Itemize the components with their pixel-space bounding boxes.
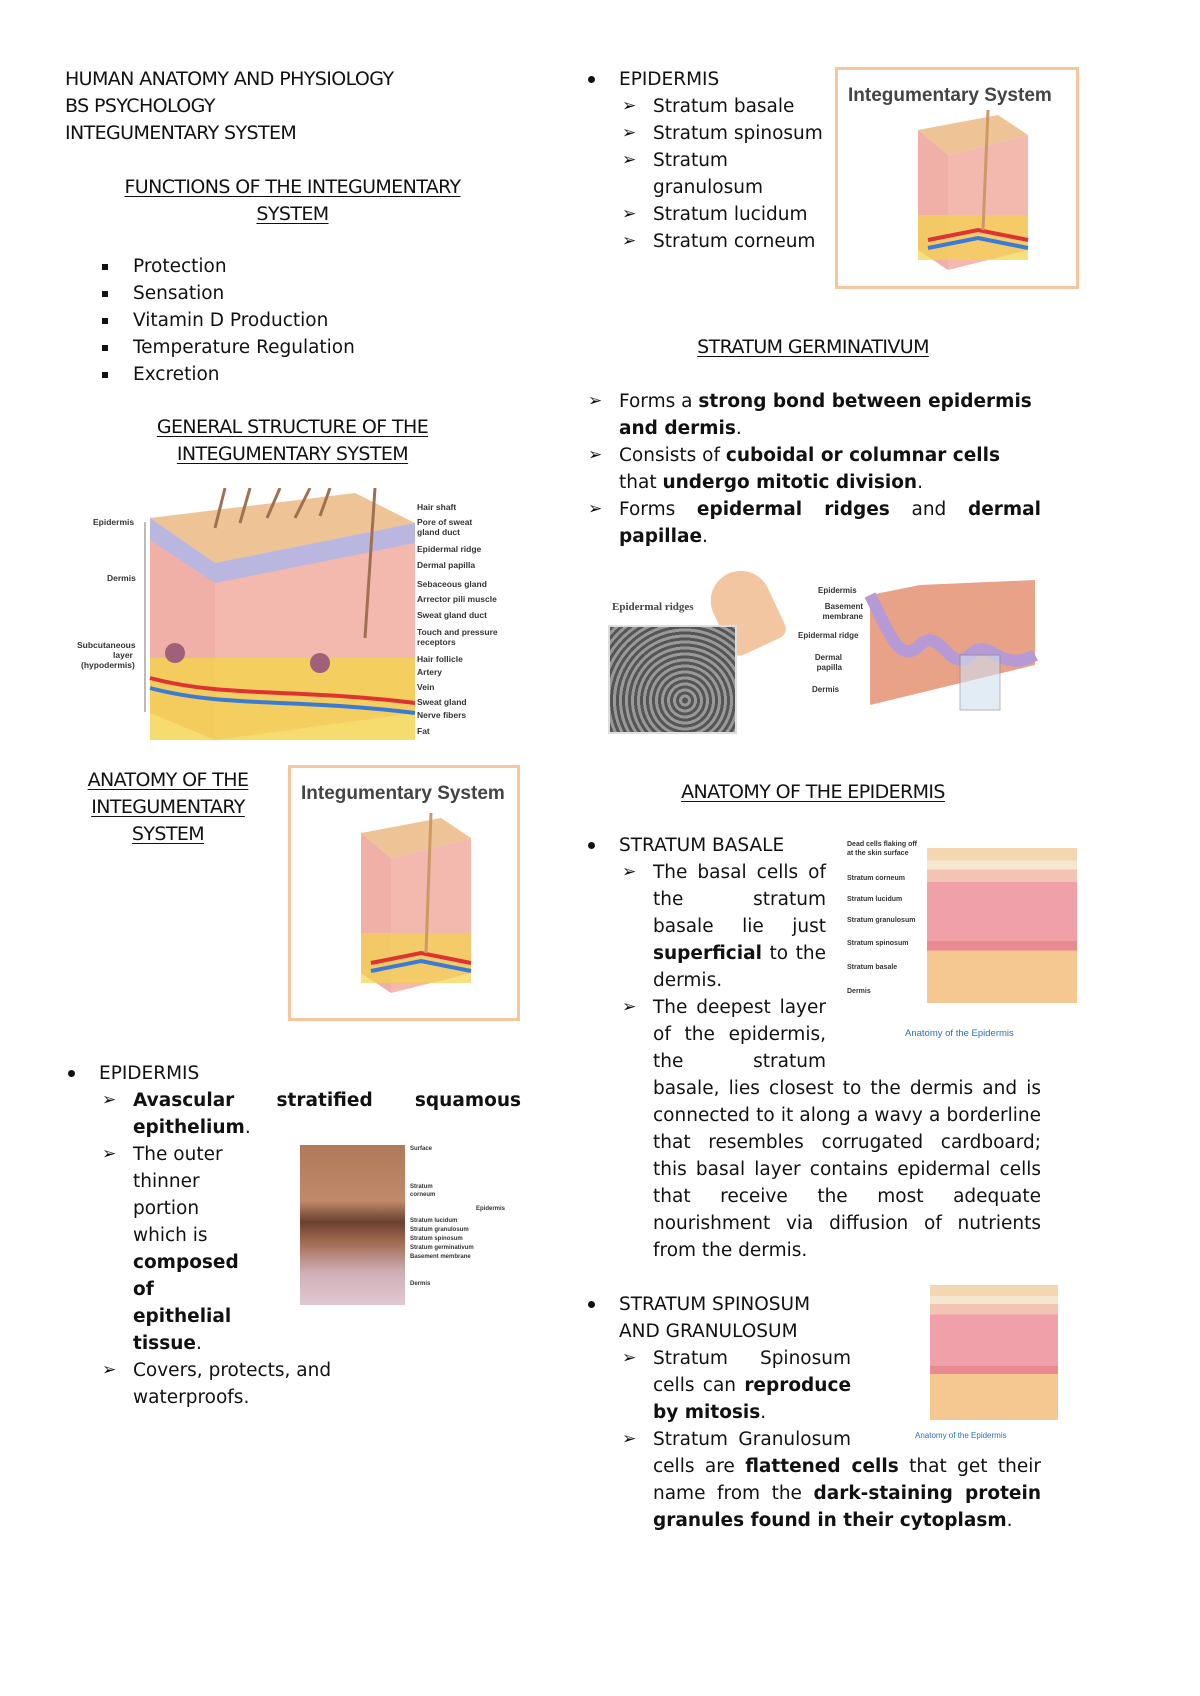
figure-label: Surface — [410, 1146, 433, 1152]
list-item: ➢ Stratum spinosum — [622, 123, 823, 144]
fingerprint-micrograph — [608, 625, 737, 734]
integumentary-system-figure — [835, 67, 1079, 289]
figure-title: Integumentary System — [848, 85, 1052, 106]
figure-label: Stratum corneum — [847, 875, 905, 882]
bold-text: strong bond between epidermis and dermis — [619, 391, 1032, 439]
list-item: ➢ Forms a strong bond between epidermis and dermis. — [588, 391, 1032, 439]
heading-line: SYSTEM — [131, 823, 205, 845]
ridge-illustration — [860, 575, 1040, 715]
item-text: . — [1006, 1510, 1013, 1531]
functions-heading-line: FUNCTIONS OF THE INTEGUMENTARY — [124, 176, 461, 198]
epidermis-micrograph-figure — [300, 1145, 506, 1305]
figure-caption: Anatomy of the Epidermis — [915, 1431, 1007, 1440]
list-item — [100, 361, 355, 388]
figure-label: Hair shaft — [417, 502, 457, 512]
bullet-title — [585, 66, 825, 93]
figure-label: Stratum spinosum — [847, 940, 909, 947]
item-text: . — [917, 472, 923, 493]
list-item — [100, 253, 355, 280]
general-structure-heading — [65, 414, 520, 468]
header-program: BS PSYCHOLOGY — [65, 95, 215, 117]
heading-line: INTEGUMENTARY SYSTEM — [176, 443, 409, 465]
figure-label: Pore of sweat — [417, 517, 473, 527]
bold-text: epidermal ridges — [696, 499, 890, 520]
figure-label: Basement membrane — [410, 1254, 471, 1260]
functions-heading — [65, 174, 520, 228]
header-topic: INTEGUMENTARY SYSTEM — [65, 122, 297, 144]
bullet-title — [65, 1060, 521, 1087]
bold-text: undergo mitotic division — [662, 472, 918, 493]
figure-label: Dermis — [107, 573, 136, 583]
bold-text: superficial — [653, 943, 762, 964]
stratum-spinosum-section — [585, 1291, 1041, 1534]
list-item: ➢ Avascular stratified squamous epithelium. — [65, 1087, 521, 1141]
figure-label: Stratum lucidum — [847, 896, 903, 903]
section-title: EPIDERMIS — [619, 69, 720, 90]
list-item: ➢ Consists of cuboidal or columnar cells that undergo mitotic division. — [588, 445, 1000, 493]
item-text: The basal cells of the stratum basale lie just — [653, 862, 826, 937]
functions-heading-line: SYSTEM — [256, 203, 329, 225]
item-text: Vitamin D Production — [133, 310, 329, 331]
item-text: Stratum Spinosum cells can — [653, 1348, 851, 1396]
figure-label: Artery — [417, 667, 443, 677]
figure-label: Sebaceous gland — [417, 579, 487, 589]
figure-label: Hair follicle — [417, 654, 463, 664]
figure-label: Sweat gland duct — [417, 610, 487, 620]
document-header — [65, 66, 393, 147]
list-item: ➢ The outer thinner portion which is composed of epithelial tissue. — [102, 1144, 239, 1354]
item-text: Sensation — [133, 283, 225, 304]
integumentary-system-figure — [288, 765, 520, 1021]
figure-label: Epidermis — [93, 517, 135, 527]
skin-cross-section-illustration — [331, 813, 481, 1003]
figure-label: (hypodermis) — [81, 660, 135, 670]
item-text: . — [735, 418, 742, 439]
list-item: ➢ Stratum Granulosum cells are flattened cells that get their name from the dark-staining protein granules found in their cytoplasm. — [622, 1429, 1041, 1531]
item-text: and — [889, 499, 968, 520]
item-text: that — [619, 472, 663, 493]
bold-text: dark-staining protein granules found in their cytoplasm — [653, 1483, 1041, 1531]
item-text: Stratum lucidum — [653, 204, 808, 225]
figure-label: Epidermis — [476, 1206, 506, 1212]
item-text: . — [760, 1402, 767, 1423]
figure-label: layer — [113, 650, 133, 660]
item-text: Consists of — [619, 445, 726, 466]
figure-label: Sweat gland — [417, 697, 467, 707]
figure-label: Dermis — [410, 1281, 431, 1287]
bold-text: dermal papillae — [619, 499, 1041, 547]
figure-label: Dead cells flaking off at the skin surface — [847, 841, 918, 857]
item-text: Excretion — [133, 364, 220, 385]
item-text: The outer thinner portion which is — [133, 1144, 223, 1246]
micrograph-image — [300, 1145, 405, 1305]
list-item: ➢ Covers, protects, and waterproofs. — [102, 1360, 332, 1408]
figure-caption: Anatomy of the Epidermis — [905, 1028, 1014, 1039]
germinativum-list — [585, 388, 1041, 550]
item-text: The deepest layer of the epidermis, the stratum basale, lies closest to the dermis and is connected to it along a wavy a borderline that resembles corrugated cardboard; this basal layer contains epidermal cells that receive the most adequate nourishment via diffusion of nutrients from the dermis. — [653, 997, 1041, 1261]
item-text: Stratum granulosum — [653, 150, 763, 198]
bold-text: reproduce by mitosis — [653, 1375, 851, 1423]
figure-label: Dermis — [812, 685, 840, 694]
figure-title: Epidermal ridges — [612, 601, 694, 613]
figure-label: Subcutaneous — [77, 640, 136, 650]
item-text: that get their name from the — [653, 1456, 1041, 1504]
bold-text: Avascular stratified squamous — [133, 1090, 521, 1111]
list-item: ➢ The deepest layer of the epidermis, the stratum basale, lies closest to the dermis and is connected to it along a wavy a borderline that resembles corrugated cardboard; this basal layer contains epidermal cells that receive the most adequate nourishment via diffusion of nutrients from the dermis. — [622, 997, 1041, 1261]
figure-label: Touch and pressure — [417, 627, 498, 637]
figure-label: Epidermal ridge — [417, 544, 482, 554]
figure-label: Arrector pili muscle — [417, 594, 497, 604]
figure-label: gland duct — [417, 527, 460, 537]
list-item: ➢ The basal cells of the stratum basale lie just superficial to the dermis. — [622, 862, 826, 991]
list-item: ➢ Stratum granulosum — [622, 150, 763, 198]
figure-label: Stratum granulosum — [847, 917, 916, 924]
skin-structure-figure — [75, 488, 505, 740]
anatomy-epidermis-heading: ANATOMY OF THE EPIDERMIS — [681, 781, 945, 803]
figure-label: Stratum corneum — [410, 1184, 436, 1198]
figure-label: Stratum basale — [847, 964, 898, 971]
heading-line: ANATOMY OF THE — [87, 769, 249, 791]
figure-title: Integumentary System — [301, 783, 505, 804]
list-item — [100, 334, 355, 361]
figure-label: Epidermis — [818, 586, 857, 595]
item-text: Forms — [619, 499, 697, 520]
stratum-basale-section — [585, 832, 1041, 1264]
bold-text: cuboidal or columnar cells — [725, 445, 1000, 466]
heading-line: INTEGUMENTARY — [91, 796, 245, 818]
section-title: STRATUM SPINOSUM AND GRANULOSUM — [619, 1294, 811, 1342]
figure-label: Dermal papilla — [417, 560, 476, 570]
anatomy-heading — [65, 767, 271, 848]
right-epidermis-section — [585, 66, 825, 255]
list-item — [100, 280, 355, 307]
figure-label: Fat — [417, 726, 430, 736]
list-item: ➢ Stratum basale — [622, 96, 795, 117]
bullet-title — [585, 1291, 1041, 1345]
section-title: EPIDERMIS — [99, 1063, 200, 1084]
skin-cross-section-illustration — [888, 110, 1038, 280]
list-item — [100, 307, 355, 334]
item-text: Covers, protects, and waterproofs. — [133, 1360, 332, 1408]
figure-label: Epidermal ridge — [798, 631, 859, 640]
header-course: HUMAN ANATOMY AND PHYSIOLOGY — [65, 68, 394, 90]
item-text: Protection — [133, 256, 227, 277]
item-text: Stratum spinosum — [653, 123, 823, 144]
functions-list — [100, 253, 355, 388]
list-item: ➢ Forms epidermal ridges and dermal papillae. — [588, 499, 1041, 547]
figure-label: Basement membrane — [822, 602, 863, 621]
section-title: STRATUM BASALE — [619, 835, 785, 856]
item-text: Forms a — [619, 391, 699, 412]
germinativum-heading: STRATUM GERMINATIVUM — [697, 336, 929, 358]
list-item: ➢ Stratum lucidum — [622, 204, 808, 225]
list-item: ➢ Stratum corneum — [622, 231, 816, 252]
list-item: ➢ Stratum Spinosum cells can reproduce by mitosis. — [622, 1348, 851, 1423]
figure-label: Dermis — [847, 988, 871, 995]
item-text: Temperature Regulation — [133, 337, 355, 358]
figure-label: Vein — [417, 682, 435, 692]
figure-label: Stratum lucidum — [410, 1218, 458, 1224]
anatomy-epidermis-body — [585, 832, 1041, 1534]
bold-text: flattened cells — [745, 1456, 899, 1477]
figure-label: Nerve fibers — [417, 710, 467, 720]
bold-text: composed of epithelial tissue — [133, 1252, 239, 1354]
item-text: to the dermis. — [653, 943, 826, 991]
epidermal-ridges-figure — [600, 560, 1045, 740]
item-text: Stratum Granulosum cells are — [653, 1429, 851, 1477]
heading-line: GENERAL STRUCTURE OF THE — [156, 416, 429, 438]
figure-label: Stratum granulosum — [410, 1227, 469, 1233]
bold-text: epithelium — [133, 1117, 245, 1138]
item-text: Stratum basale — [653, 96, 795, 117]
figure-label: receptors — [417, 637, 456, 647]
figure-label: Stratum germinativum — [410, 1245, 474, 1251]
item-text: Stratum corneum — [653, 231, 816, 252]
item-text: . — [702, 526, 708, 547]
figure-label: Stratum spinosum — [410, 1236, 463, 1242]
figure-label: Dermal papilla — [814, 653, 842, 672]
